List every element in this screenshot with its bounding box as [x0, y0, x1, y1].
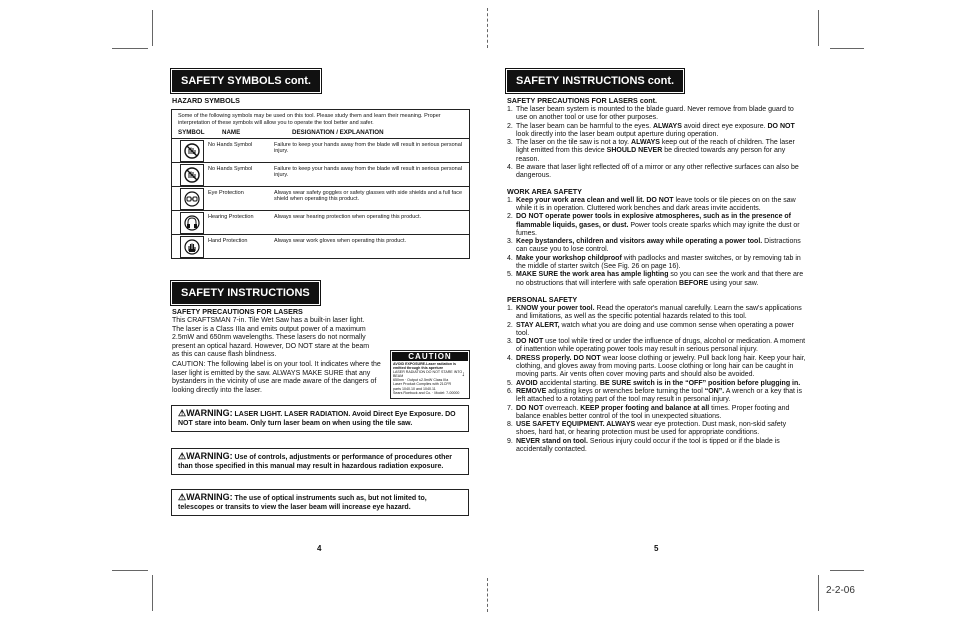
symbol-desc: Failure to keep your hands away from the blade will result in serious personal injury. — [274, 142, 463, 155]
warning-box — [171, 405, 469, 432]
item-number: 7. — [507, 404, 513, 412]
warning-text: LASER LIGHT. LASER RADIATION. Avoid Direct Eye Exposure. DO NOT stare into beam. Only turn laser beam on when using the tile saw. — [178, 411, 456, 427]
list-item — [507, 271, 807, 288]
warning-triangle-icon: ⚠ — [178, 492, 187, 502]
date-stamp: 2-2-06 — [826, 585, 855, 596]
section-header: SAFETY INSTRUCTIONS cont. — [507, 70, 683, 92]
symbol-name: No Hands Symbol — [208, 166, 253, 172]
list-item — [507, 438, 807, 455]
no-hands-icon — [180, 164, 204, 186]
list-item — [507, 322, 807, 339]
item-number: 9. — [507, 437, 513, 445]
item-text: AVOID accidental starting. BE SURE switch is in the “OFF” position before plugging in. — [516, 379, 801, 387]
item-number: 3. — [507, 338, 513, 346]
item-number: 5. — [507, 379, 513, 387]
list-item — [507, 197, 807, 214]
glove-icon — [180, 236, 204, 258]
work-area-list — [507, 197, 807, 288]
symbol-name: Hand Protection — [208, 238, 248, 244]
list-item — [507, 238, 807, 255]
item-text: Make your workshop childproof with padlocks and master switches, or by removing tab in the middle of starter switch (See Fig. 26 on page 16). — [516, 254, 801, 271]
item-number: 5. — [507, 271, 513, 279]
caution-line: 650nm · Output ≤2.5mW Class IIIa Laser Product Complies with 21CFR parts 1040.10 and 1040.11 — [393, 378, 452, 391]
page-number: 5 — [654, 544, 659, 553]
hazard-symbols-table — [171, 109, 470, 259]
warning-title: WARNING: — [186, 408, 233, 418]
fold-mark — [487, 578, 488, 612]
crop-mark — [152, 10, 153, 46]
list-item — [507, 405, 807, 422]
list-item — [507, 106, 807, 123]
item-number: 2. — [507, 213, 513, 221]
ear-protection-icon — [180, 212, 204, 234]
item-number: 2. — [507, 321, 513, 329]
warning-box — [171, 448, 469, 475]
crop-mark — [152, 575, 153, 611]
caution-line: AVOID EXPOSURE-Laser radiation is emitted through this aperture — [393, 362, 457, 371]
col-symbol: SYMBOL — [178, 129, 205, 136]
item-number: 1. — [507, 106, 513, 113]
crop-mark — [830, 570, 864, 571]
caution-line: Sears Roebuck and Co. · Model: 7-00000 — [393, 390, 460, 395]
crop-mark — [112, 570, 148, 571]
item-text: The laser beam system is mounted to the blade guard. Never remove from blade guard to use on another tool or use for other purposes. — [516, 106, 794, 122]
item-number: 3. — [507, 139, 513, 147]
lasers-title: SAFETY PRECAUTIONS FOR LASERS — [172, 307, 303, 316]
item-number: 2. — [507, 122, 513, 130]
list-item — [507, 139, 807, 164]
item-number: 4. — [507, 354, 513, 362]
list-item — [507, 123, 807, 140]
right-page — [490, 49, 817, 569]
symbol-name: Hearing Protection — [208, 214, 254, 220]
work-area-title: WORK AREA SAFETY — [507, 186, 582, 196]
list-item — [507, 164, 807, 181]
warning-triangle-icon: ⚠ — [178, 408, 187, 418]
personal-safety-title: PERSONAL SAFETY — [507, 294, 578, 304]
item-number: 4. — [507, 254, 513, 262]
item-text: USE SAFETY EQUIPMENT. ALWAYS wear eye protection. Dust mask, non-skid safety shoes, hard hat, or hearing protection must be used for appropriate conditions. — [516, 421, 787, 437]
item-text: The laser on the tile saw is not a toy. ALWAYS keep out of the reach of children. The laser light emitted from this device SHOULD NEVER be directed towards any person for any reason. — [516, 139, 795, 163]
table-row — [172, 163, 469, 187]
item-number: 4. — [507, 164, 513, 172]
page-number: 4 — [317, 544, 322, 553]
item-text: NEVER stand on tool. Serious injury could occur if the tool is tipped or if the blade is accidentally contacted. — [516, 437, 780, 453]
symbol-desc: Failure to keep your hands away from the blade will result in serious personal injury. — [274, 166, 463, 179]
left-page — [155, 49, 477, 569]
item-text: REMOVE adjusting keys or wrenches before turning the tool “ON”. A wrench or a key that is left attached to a rotating part of the tool may result in personal injury. — [516, 387, 802, 404]
list-item — [507, 255, 807, 272]
hazard-symbols-title: HAZARD SYMBOLS — [172, 96, 240, 105]
crop-mark — [818, 10, 819, 46]
table-row — [172, 235, 469, 258]
list-item — [507, 338, 807, 355]
item-text: Be aware that laser light reflected off of a mirror or any other reflective surfaces can also be dangerous. — [516, 164, 799, 180]
item-text: DO NOT operate power tools in explosive atmospheres, such as in the presence of flammable liquids, gases, or dust. Power tools create sparks which may ignite the dust or fumes. — [516, 213, 800, 237]
list-item — [507, 305, 807, 322]
warning-title: WARNING: — [186, 492, 233, 502]
list-item — [507, 355, 807, 380]
col-designation: DESIGNATION / EXPLANATION — [292, 129, 384, 136]
crop-mark — [112, 48, 148, 49]
section-header: SAFETY SYMBOLS cont. — [172, 70, 320, 92]
laser-list — [507, 106, 807, 181]
symbol-desc: Always wear safety goggles or safety glasses with side shields and a full face shield when operating this product. — [274, 190, 463, 203]
goggles-icon — [180, 188, 204, 210]
symbol-name: Eye Protection — [208, 190, 244, 196]
caution-label — [390, 350, 470, 399]
item-text: DRESS properly. DO NOT wear loose clothing or jewelry. Pull back long hair. Keep your hair, clothing, and gloves away from moving parts. Loose clothing or long hair can be caught in moving parts. Air vents often cover moving parts and should also be avoided. — [516, 354, 806, 379]
list-item — [507, 388, 807, 405]
crop-mark — [818, 575, 819, 611]
warning-box — [171, 489, 469, 516]
table-row — [172, 139, 469, 163]
item-text: STAY ALERT, watch what you are doing and use common sense when operating a power tool. — [516, 321, 794, 337]
list-item — [507, 213, 807, 238]
item-text: KNOW your power tool. Read the operator's manual carefully. Learn the saw's applications and limitations, as well as the specific potential hazards related to this tool. — [516, 304, 802, 321]
section-header: SAFETY INSTRUCTIONS — [172, 282, 319, 304]
symbols-intro: Some of the following symbols may be used on this tool. Please study them and learn their meaning. Proper interpretation of these symbols will allow you to operate the tool better and safer. — [178, 113, 441, 126]
laser-paragraph-1: This CRAFTSMAN 7-in. Tile Wet Saw has a built-in laser light. The laser is a Class IIIa and emits output power of a maximum 2.5mW and 650nm wavelengths. These lasers do not normally present an optical hazard. However, DO NOT stare at the beam as this can cause flash blindness. — [172, 317, 370, 359]
list-item — [507, 421, 807, 438]
symbol-name: No Hands Symbol — [208, 142, 253, 148]
item-text: DO NOT overreach. KEEP proper footing and balance at all times. Proper footing and balance enables better control of the tool in unexpected situations. — [516, 404, 790, 420]
item-number: 6. — [507, 387, 513, 395]
table-row — [172, 187, 469, 211]
right-column — [507, 96, 807, 454]
symbol-desc: Always wear work gloves when operating this product. — [274, 238, 407, 244]
table-row — [172, 211, 469, 235]
item-number: 1. — [507, 196, 513, 204]
warning-text: Use of controls, adjustments or performance of procedures other than those specified in this manual may result in hazardous radiation exposure. — [178, 454, 452, 470]
laser-paragraph-2: CAUTION: The following label is on your tool. It indicates where the laser light is emitted by the saw. ALWAYS MAKE SURE that any bystanders in the vicinity of use are made aware of the dangers of looking directly into the laser. — [172, 360, 381, 394]
item-text: MAKE SURE the work area has ample lighting so you can see the work and that there are no obstructions that will interfere with safe operation BEFORE using your saw. — [516, 271, 804, 287]
table-header — [172, 129, 469, 139]
item-text: The laser beam can be harmful to the eyes. ALWAYS avoid direct eye exposure. DO NOT look directly into the laser beam output aperture during operation. — [516, 122, 795, 138]
item-text: Keep bystanders, children and visitors away while operating a power tool. Distractions can cause you to lose control. — [516, 238, 801, 254]
item-text: DO NOT use tool while tired or under the influence of drugs, alcohol or medication. A moment of inattention while operating power tools may result in serious personal injury. — [516, 338, 806, 354]
no-hands-icon — [180, 140, 204, 162]
item-number: 8. — [507, 421, 513, 429]
list-item — [507, 380, 807, 388]
item-number: 1. — [507, 304, 513, 312]
fold-mark — [487, 8, 488, 48]
aperture-arrow-icon: ↓ — [461, 371, 465, 378]
item-number: 3. — [507, 238, 513, 246]
caution-line: LASER RADIATION DO NOT STARE INTO BEAM — [393, 370, 463, 379]
col-name: NAME — [222, 129, 241, 136]
personal-safety-list — [507, 305, 807, 454]
item-text: Keep your work area clean and well lit. DO NOT leave tools or tile pieces on on the saw while it is in operation. Cluttered work benches and dark areas invite accidents. — [516, 196, 796, 212]
crop-mark — [830, 48, 864, 49]
warning-text: The use of optical instruments such as, but not limited to, telescopes or transits to view the laser beam will increase eye hazard. — [178, 495, 427, 511]
caution-title: CAUTION — [392, 352, 468, 361]
warning-triangle-icon: ⚠ — [178, 451, 187, 461]
symbol-desc: Always wear hearing protection when operating this product. — [274, 214, 422, 220]
warning-title: WARNING: — [186, 451, 233, 461]
lasers-cont-title: SAFETY PRECAUTIONS FOR LASERS cont. — [507, 96, 658, 105]
